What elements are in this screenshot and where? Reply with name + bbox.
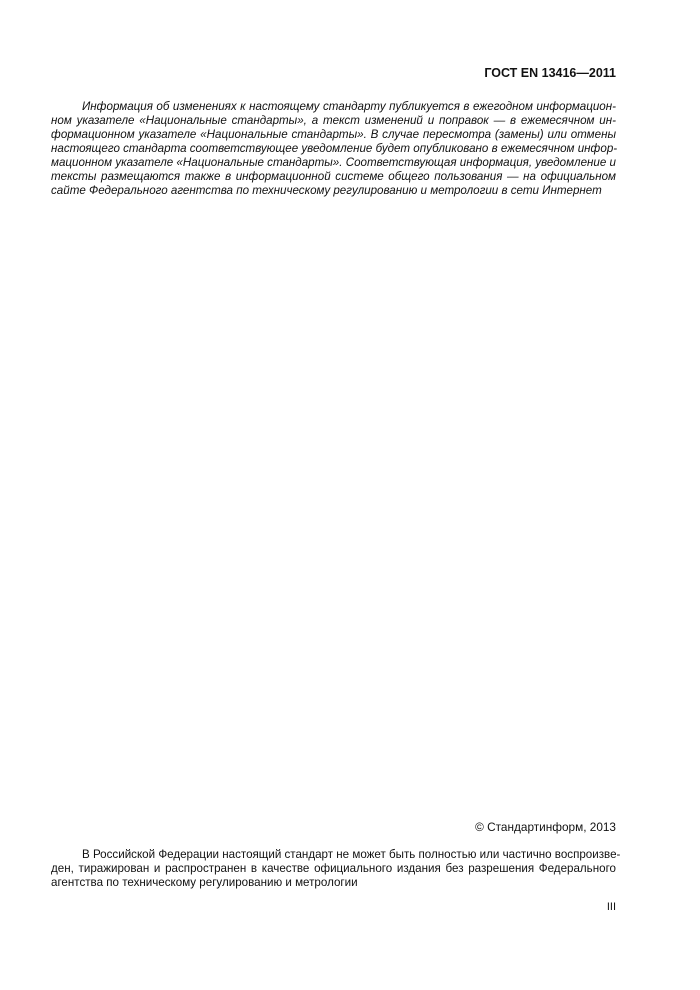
rights-line: ден, тиражирован и распространен в качестве официального издания без разрешения Федерального (51, 862, 616, 875)
page-number: III (606, 901, 616, 913)
notice-line: мационном указателе «Национальные стандарты». Соответствующая информация, уведомление и (51, 156, 616, 169)
notice-line: ном указателе «Национальные стандарты», а текст изменений и поправок — в ежемесячном ин- (51, 114, 616, 127)
notice-line: настоящего стандарта соответствующее уведомление будет опубликовано в ежемесячном инфор- (51, 142, 618, 155)
rights-line: В Российской Федерации настоящий стандарт не может быть полностью или частично воспроизве- (82, 848, 621, 861)
notice-line: сайте Федерального агентства по техническому регулированию и метрологии в сети Интернет (51, 184, 602, 197)
notice-line: формационном указателе «Национальные стандарты». В случае пересмотра (замены) или отмены (51, 128, 616, 141)
rights-line: агентства по техническому регулированию и метрологии (51, 876, 358, 889)
notice-line: Информация об изменениях к настоящему стандарту публикуется в ежегодном информацион- (82, 100, 616, 113)
notice-line: тексты размещаются также в информационной системе общего пользования — на официальном (51, 170, 616, 183)
copyright-notice: © Стандартинформ, 2013 (475, 820, 616, 834)
document-id-header: ГОСТ EN 13416—2011 (484, 66, 616, 80)
